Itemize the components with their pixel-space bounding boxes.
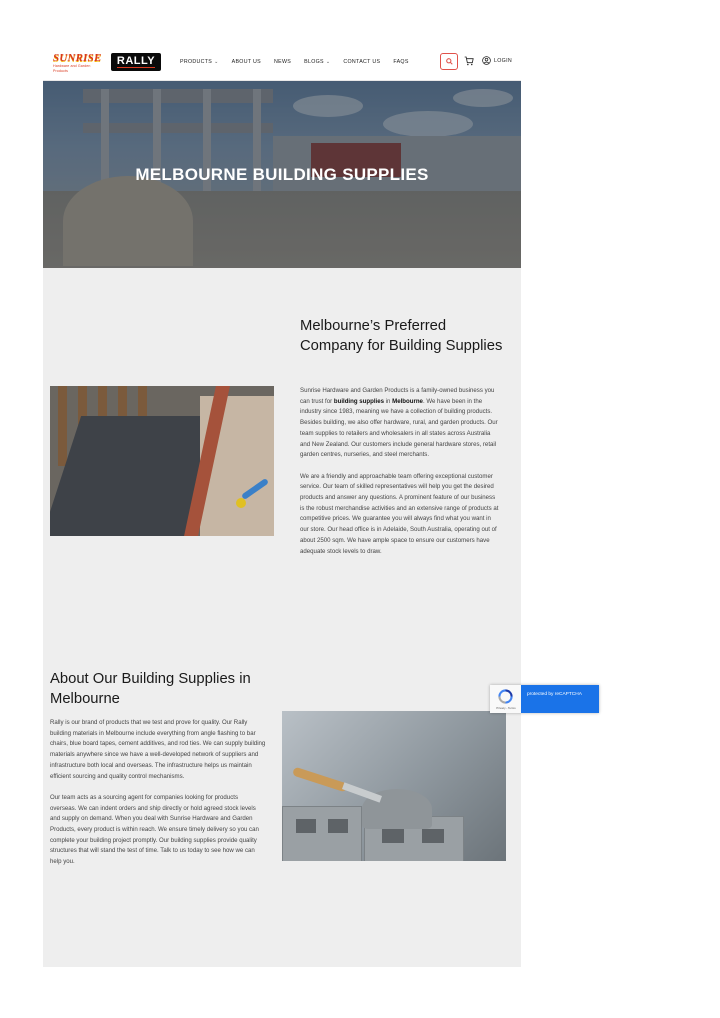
hero-banner: [43, 81, 521, 268]
concrete-block: [282, 806, 362, 861]
about-supplies-text: [50, 718, 266, 879]
nav-label: BLOGS: [304, 59, 324, 65]
trowel-handle: [292, 767, 348, 793]
nav-item-contact-us[interactable]: [343, 58, 380, 68]
login-link[interactable]: LOGIN: [494, 58, 512, 64]
cart-icon[interactable]: [464, 56, 474, 66]
chevron-down-icon: ⌄: [325, 59, 331, 65]
paragraph: [300, 386, 500, 461]
recaptcha-badge[interactable]: [490, 685, 599, 713]
sunrise-logo-word: SUNRISE: [53, 52, 102, 64]
hero-title: MELBOURNE BUILDING SUPPLIES: [135, 165, 429, 184]
preferred-company-heading: Melbourne’s Preferred Company for Building Supplies: [300, 318, 503, 354]
sunrise-logo-tagline: Hardware and Garden Products: [53, 64, 91, 73]
text-run: protected by: [527, 692, 555, 697]
preferred-company-text: [300, 386, 500, 568]
bold-text: Melbourne: [392, 397, 423, 405]
about-supplies-heading: About Our Building Supplies in Melbourne: [50, 671, 251, 707]
block-hole: [328, 819, 348, 833]
site-header: [43, 43, 521, 81]
recaptcha-terms[interactable]: Privacy - Terms: [496, 706, 516, 710]
bold-text: building supplies: [333, 397, 384, 405]
text-run: Sunrise Hardware and Garden Products is a family-owned business you can trust for: [300, 387, 495, 405]
recaptcha-logo: [490, 685, 521, 713]
nav-item-blogs[interactable]: [304, 58, 330, 68]
nav-item-faqs[interactable]: [393, 58, 408, 68]
nav-label: NEWS: [274, 59, 292, 65]
nav-label: PRODUCTS: [180, 59, 213, 65]
wall-tape-measure: [236, 498, 246, 508]
paragraph: We are a friendly and approachable team offering exceptional customer service. Our team of skilled representatives will help you get the desired products and answer any questions. A prominent feature of our business is the robust merchandise activities and an extensive range of products at competitive prices. We guarantee you will always find what you want in our store. Our head office is in Adelaide, South Australia, operating out of about 2500 sqm. We have ample space to ensure our customers have adequate stock levels to draw.: [300, 472, 499, 555]
nav-label: FAQS: [393, 59, 409, 65]
rally-logo-word: RALLY: [116, 55, 156, 67]
paragraph: Rally is our brand of products that we test and prove for quality. Our Rally building materials in Melbourne include everything from angle flashing to bar chairs, blue board tapes, cement additives, and rod ties. We can supply building materials anywhere since we have a well-developed network of suppliers and infrastructure both local and overseas. The infrastructure helps us maintain efficient sourcing and quality control mechanisms.: [50, 719, 266, 780]
search-button[interactable]: [440, 53, 458, 70]
paragraph: Our team acts as a sourcing agent for companies looking for products overseas. We can indent orders and ship directly or hold agreed stock levels and supply on demand. When you deal with Sunrise Hardware and Garden Products, every product is within reach. We ensure timely delivery so you can complete your building project promptly. Our building supplies provide quality structures that will stand the test of time. Talk to us today to see how we can help you.: [50, 793, 259, 866]
sunrise-logo[interactable]: [53, 52, 103, 72]
recaptcha-text: [527, 691, 582, 698]
text-run: . We have been in the industry since 1983, meaning we have a collection of building products. Besides building, we also offer hardware, rural, and garden products. Our team supplies to retailers and wholesalers in all states across Australia and New Zealand. Our customers include general hardware stores, retail garden centres, nurseries, and steel merchants.: [300, 397, 498, 459]
rally-logo-underline: [117, 67, 155, 69]
block-hole: [382, 829, 404, 843]
nav-label: CONTACT US: [343, 59, 381, 65]
nav-item-about-us[interactable]: [232, 58, 261, 68]
main-nav: [180, 58, 422, 68]
user-icon[interactable]: [482, 56, 491, 65]
nav-item-products[interactable]: [180, 58, 219, 68]
rally-logo[interactable]: [111, 53, 161, 71]
nav-item-news[interactable]: [274, 58, 291, 68]
recaptcha-brand: reCAPTCHA: [554, 692, 582, 697]
block-hole: [422, 829, 444, 843]
wall-post: [58, 386, 67, 466]
recaptcha-icon: [498, 689, 513, 704]
concrete-blocks-image: [282, 711, 506, 861]
text-run: in: [383, 397, 393, 405]
retaining-wall-image: [50, 386, 274, 536]
recaptcha-panel: [521, 685, 599, 713]
nav-label: ABOUT US: [231, 59, 262, 65]
block-hole: [296, 819, 316, 833]
search-icon: [446, 58, 453, 65]
chevron-down-icon: ⌄: [214, 59, 219, 65]
page-container: [43, 43, 521, 967]
